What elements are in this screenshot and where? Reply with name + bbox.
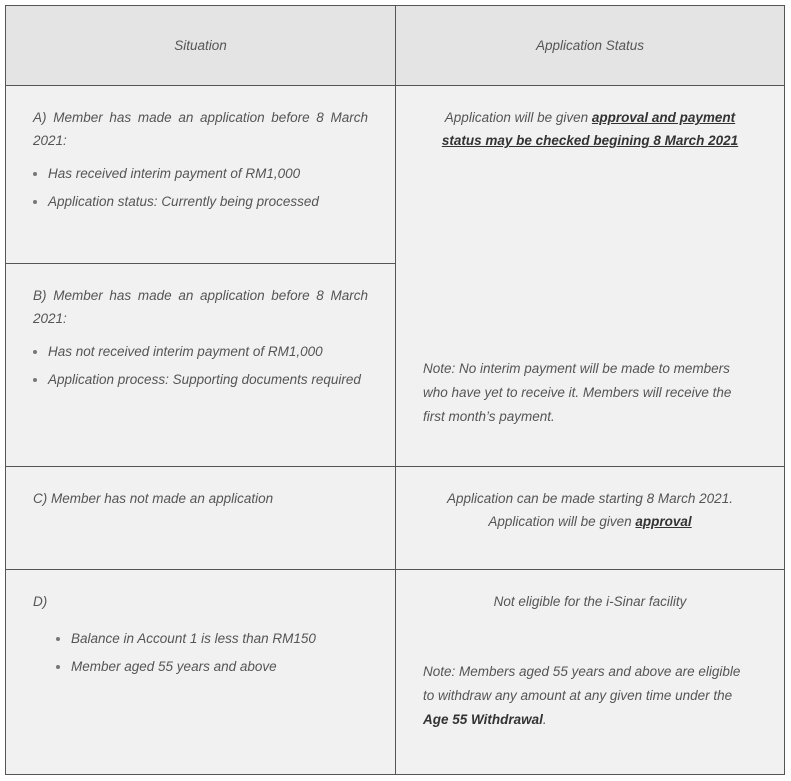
cell-status-c (396, 467, 785, 570)
situation-a-text: A) Member has made an application before 8 March 2021: (33, 110, 368, 148)
cell-situation-b (6, 264, 396, 467)
status-ab-text: Application will be given (444, 110, 592, 125)
status-d-note-end: . (542, 712, 547, 727)
situation-a-list (33, 162, 368, 213)
status-d-note-bold: Age 55 Withdrawal (423, 712, 543, 727)
table-row-d (6, 570, 785, 775)
table-row-a (6, 86, 785, 264)
status-c-line1: Application can be made starting 8 March 2021. (447, 491, 733, 506)
status-d-note-text: Note: Members aged 55 years and above are eligible to withdraw any amount at any given time under the (423, 664, 741, 703)
header-application-status: Application Status (396, 6, 785, 86)
status-d-note (396, 613, 784, 732)
list-item: • Member aged 55 years and above (71, 655, 368, 678)
cell-status-ab (396, 86, 785, 467)
cell-situation-c (6, 467, 396, 570)
status-c-approval: approval (635, 514, 692, 529)
situation-b-list (33, 340, 368, 391)
list-item: • Application process: Supporting documents required (48, 368, 368, 391)
status-d-text: Not eligible for the i-Sinar facility (493, 594, 687, 609)
isinar-situation-table (5, 5, 785, 775)
table-row-c (6, 467, 785, 570)
status-c-line2-text: Application will be given (488, 514, 636, 529)
situation-c-text: C) Member has not made an application (33, 491, 274, 506)
list-item: • Has received interim payment of RM1,000 (48, 162, 368, 185)
list-item: • Has not received interim payment of RM1,000 (48, 340, 368, 363)
situation-d-list (33, 627, 368, 678)
list-item: • Balance in Account 1 is less than RM150 (71, 627, 368, 650)
situation-d-text: D) (33, 594, 48, 609)
cell-situation-d (6, 570, 396, 775)
status-c-line2 (423, 510, 757, 533)
status-ab-bold: approval and payment status may be checked begining 8 March 2021 (441, 110, 739, 148)
table-header-row (6, 6, 785, 86)
cell-status-d (396, 570, 785, 775)
status-ab-note: Note: No interim payment will be made to members who have yet to receive it. Members will receive the first month’s payment. (423, 361, 732, 424)
cell-situation-a (6, 86, 396, 264)
header-situation: Situation (6, 6, 396, 86)
situation-b-text: B) Member has made an application before 8 March 2021: (33, 288, 368, 326)
list-item: • Application status: Currently being processed (48, 190, 368, 213)
